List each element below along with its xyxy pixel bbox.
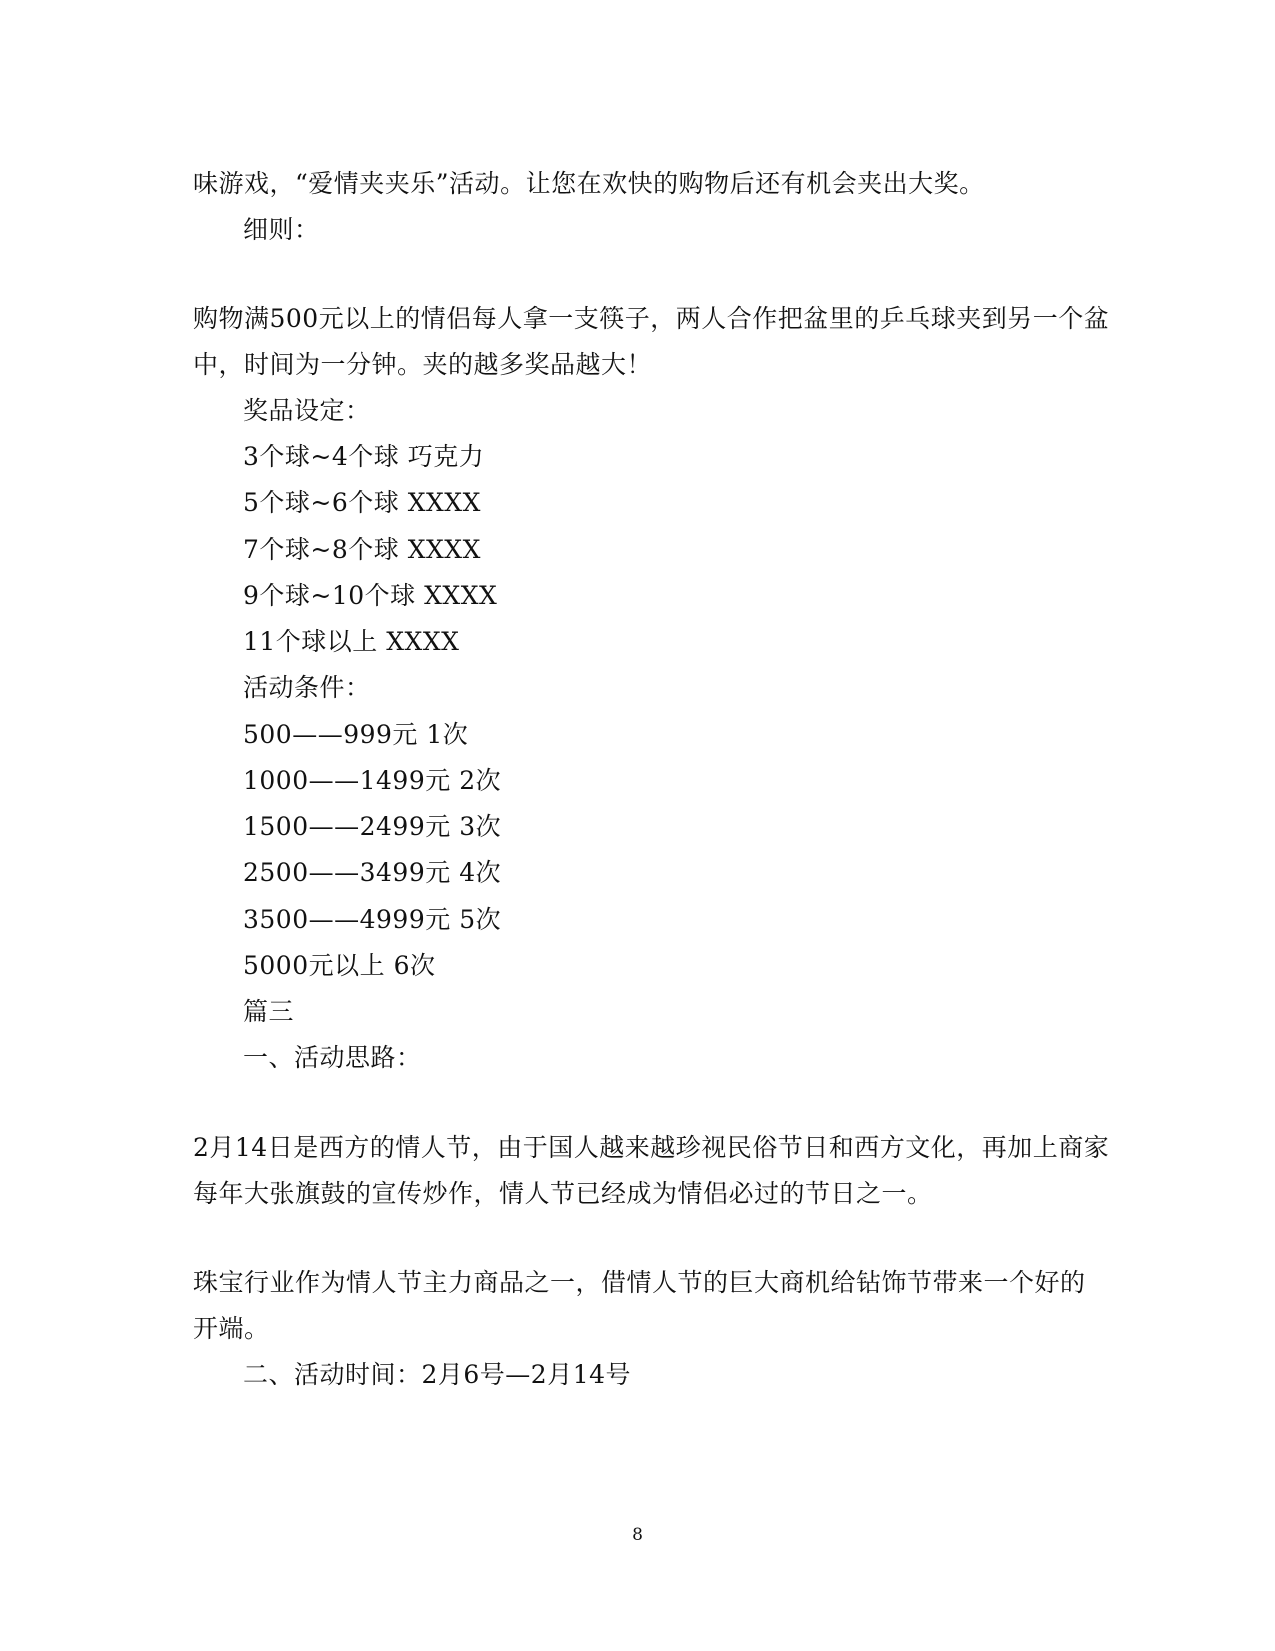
list-item: 1500——2499元 3次 — [243, 812, 502, 841]
list-item: 3个球~4个球 巧克力 — [243, 442, 485, 471]
list-item: 7个球~8个球 XXXX — [243, 535, 481, 564]
body-text-line: 味游戏，“爱情夹夹乐”活动。让您在欢快的购物后还有机会夹出大奖。 — [193, 169, 985, 198]
list-item: 3500——4999元 5次 — [243, 905, 502, 934]
list-item: 2500——3499元 4次 — [243, 858, 502, 887]
body-text-line: 购物满500元以上的情侣每人拿一支筷子，两人合作把盆里的乒乓球夹到另一个盆 — [193, 304, 1110, 333]
section-heading: 篇三 — [243, 997, 295, 1026]
body-text-line: 中，时间为一分钟。夹的越多奖品越大！ — [193, 350, 653, 379]
page-number: 8 — [632, 1525, 643, 1545]
section-heading: 二、活动时间：2月6号—2月14号 — [243, 1360, 632, 1389]
list-item: 5个球~6个球 XXXX — [243, 488, 481, 517]
list-item: 5000元以上 6次 — [243, 951, 436, 980]
list-item: 500——999元 1次 — [243, 720, 469, 749]
list-item: 11个球以上 XXXX — [243, 627, 460, 656]
body-text-line: 开端。 — [193, 1314, 270, 1343]
section-heading: 一、活动思路： — [243, 1043, 422, 1072]
section-label-rules: 细则： — [243, 215, 320, 244]
list-item: 1000——1499元 2次 — [243, 766, 502, 795]
body-text-line: 2月14日是西方的情人节，由于国人越来越珍视民俗节日和西方文化，再加上商家 — [193, 1133, 1110, 1162]
list-item: 9个球~10个球 XXXX — [243, 581, 498, 610]
section-label-prizes: 奖品设定： — [243, 396, 371, 425]
section-label-conditions: 活动条件： — [243, 673, 371, 702]
body-text-line: 每年大张旗鼓的宣传炒作，情人节已经成为情侣必过的节日之一。 — [193, 1179, 933, 1208]
body-text-line: 珠宝行业作为情人节主力商品之一，借情人节的巨大商机给钻饰节带来一个好的 — [193, 1268, 1086, 1297]
